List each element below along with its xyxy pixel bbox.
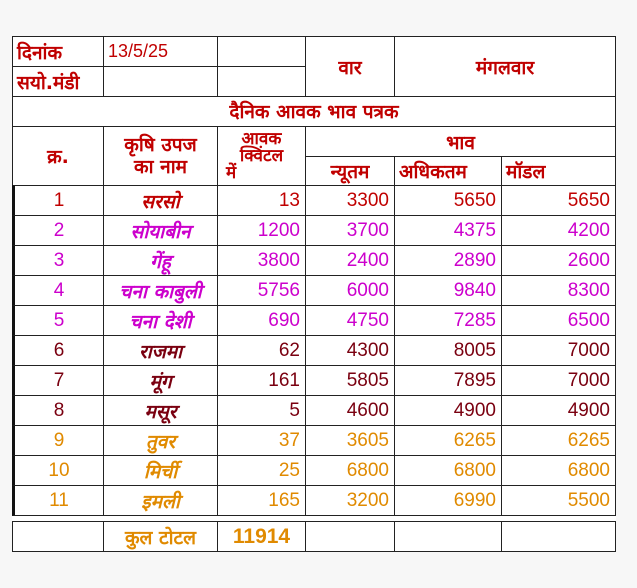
cell-crop-name: मिर्ची: [103, 455, 218, 486]
cell-arrival: 165: [217, 485, 306, 516]
total-blank: [394, 521, 502, 552]
cell-arrival: 1200: [217, 215, 306, 246]
date-value: 13/5/25: [103, 36, 218, 67]
cell-crop-name: चना काबुली: [103, 275, 218, 306]
cell-arrival: 3800: [217, 245, 306, 276]
cell-serial: 8: [12, 395, 104, 426]
cell-arrival: 5756: [217, 275, 306, 306]
cell-arrival: 62: [217, 335, 306, 366]
cell-modal-price: 5650: [501, 185, 616, 216]
col-crop-name: [103, 126, 218, 186]
rate-sheet-table: [12, 36, 616, 552]
cell-max-price: 9840: [394, 275, 502, 306]
day-value: मंगलवार: [394, 36, 616, 97]
cell-modal-price: 6265: [501, 425, 616, 456]
cell-min-price: 6800: [305, 455, 395, 486]
total-label: कुल टोटल: [103, 521, 218, 552]
col-serial: क्र.: [12, 126, 104, 186]
cell-crop-name: राजमा: [103, 335, 218, 366]
cell-arrival: 5: [217, 395, 306, 426]
blank-cell: [217, 36, 306, 67]
cell-min-price: 2400: [305, 245, 395, 276]
sheet-title: दैनिक आवक भाव पत्रक: [12, 96, 616, 127]
cell-serial: 11: [12, 485, 104, 516]
cell-modal-price: 7000: [501, 365, 616, 396]
cell-max-price: 4375: [394, 215, 502, 246]
cell-crop-name: चना देशी: [103, 305, 218, 336]
cell-max-price: 8005: [394, 335, 502, 366]
cell-crop-name: मसूर: [103, 395, 218, 426]
total-blank: [12, 521, 104, 552]
mandi-label: सयो.मंडी: [12, 66, 104, 97]
col-min: न्यूतम: [305, 156, 395, 186]
cell-serial: 6: [12, 335, 104, 366]
cell-serial: 10: [12, 455, 104, 486]
day-label: वार: [305, 36, 395, 97]
cell-crop-name: सरसो: [103, 185, 218, 216]
cell-min-price: 4750: [305, 305, 395, 336]
cell-serial: 1: [12, 185, 104, 216]
col-arrival-line1: आवक: [241, 128, 282, 149]
cell-max-price: 6265: [394, 425, 502, 456]
cell-crop-name: तुवर: [103, 425, 218, 456]
cell-modal-price: 6800: [501, 455, 616, 486]
cell-modal-price: 2600: [501, 245, 616, 276]
cell-max-price: 7895: [394, 365, 502, 396]
cell-min-price: 3300: [305, 185, 395, 216]
cell-crop-name: इमली: [103, 485, 218, 516]
cell-max-price: 6990: [394, 485, 502, 516]
cell-modal-price: 6500: [501, 305, 616, 336]
cell-max-price: 7285: [394, 305, 502, 336]
blank-cell: [103, 66, 218, 97]
cell-modal-price: 4200: [501, 215, 616, 246]
cell-min-price: 3605: [305, 425, 395, 456]
cell-crop-name: गेंहू: [103, 245, 218, 276]
cell-min-price: 6000: [305, 275, 395, 306]
cell-min-price: 4300: [305, 335, 395, 366]
date-label: दिनांक: [12, 36, 104, 67]
cell-arrival: 37: [217, 425, 306, 456]
col-arrival: [217, 126, 306, 186]
total-blank: [501, 521, 616, 552]
blank-cell: [217, 66, 306, 97]
col-max: अधिकतम: [394, 156, 502, 186]
cell-max-price: 6800: [394, 455, 502, 486]
cell-serial: 3: [12, 245, 104, 276]
cell-max-price: 5650: [394, 185, 502, 216]
cell-min-price: 4600: [305, 395, 395, 426]
col-crop-line2: का नाम: [134, 156, 187, 178]
col-arrival-line2: क्विंटल: [239, 145, 284, 166]
col-crop-line1: कृषि उपज: [124, 134, 197, 156]
col-price-group: भाव: [305, 126, 616, 157]
cell-max-price: 4900: [394, 395, 502, 426]
cell-max-price: 2890: [394, 245, 502, 276]
cell-min-price: 5805: [305, 365, 395, 396]
cell-serial: 7: [12, 365, 104, 396]
cell-arrival: 161: [217, 365, 306, 396]
total-blank: [305, 521, 395, 552]
cell-serial: 4: [12, 275, 104, 306]
cell-crop-name: सोयाबीन: [103, 215, 218, 246]
cell-modal-price: 4900: [501, 395, 616, 426]
col-arrival-line3: में: [226, 162, 237, 183]
cell-serial: 9: [12, 425, 104, 456]
cell-modal-price: 8300: [501, 275, 616, 306]
cell-arrival: 690: [217, 305, 306, 336]
total-value: 11914: [217, 521, 306, 552]
cell-crop-name: मूंग: [103, 365, 218, 396]
cell-arrival: 13: [217, 185, 306, 216]
cell-serial: 2: [12, 215, 104, 246]
col-modal: मॉडल: [501, 156, 616, 186]
cell-arrival: 25: [217, 455, 306, 486]
cell-serial: 5: [12, 305, 104, 336]
cell-modal-price: 5500: [501, 485, 616, 516]
cell-modal-price: 7000: [501, 335, 616, 366]
cell-min-price: 3200: [305, 485, 395, 516]
cell-min-price: 3700: [305, 215, 395, 246]
